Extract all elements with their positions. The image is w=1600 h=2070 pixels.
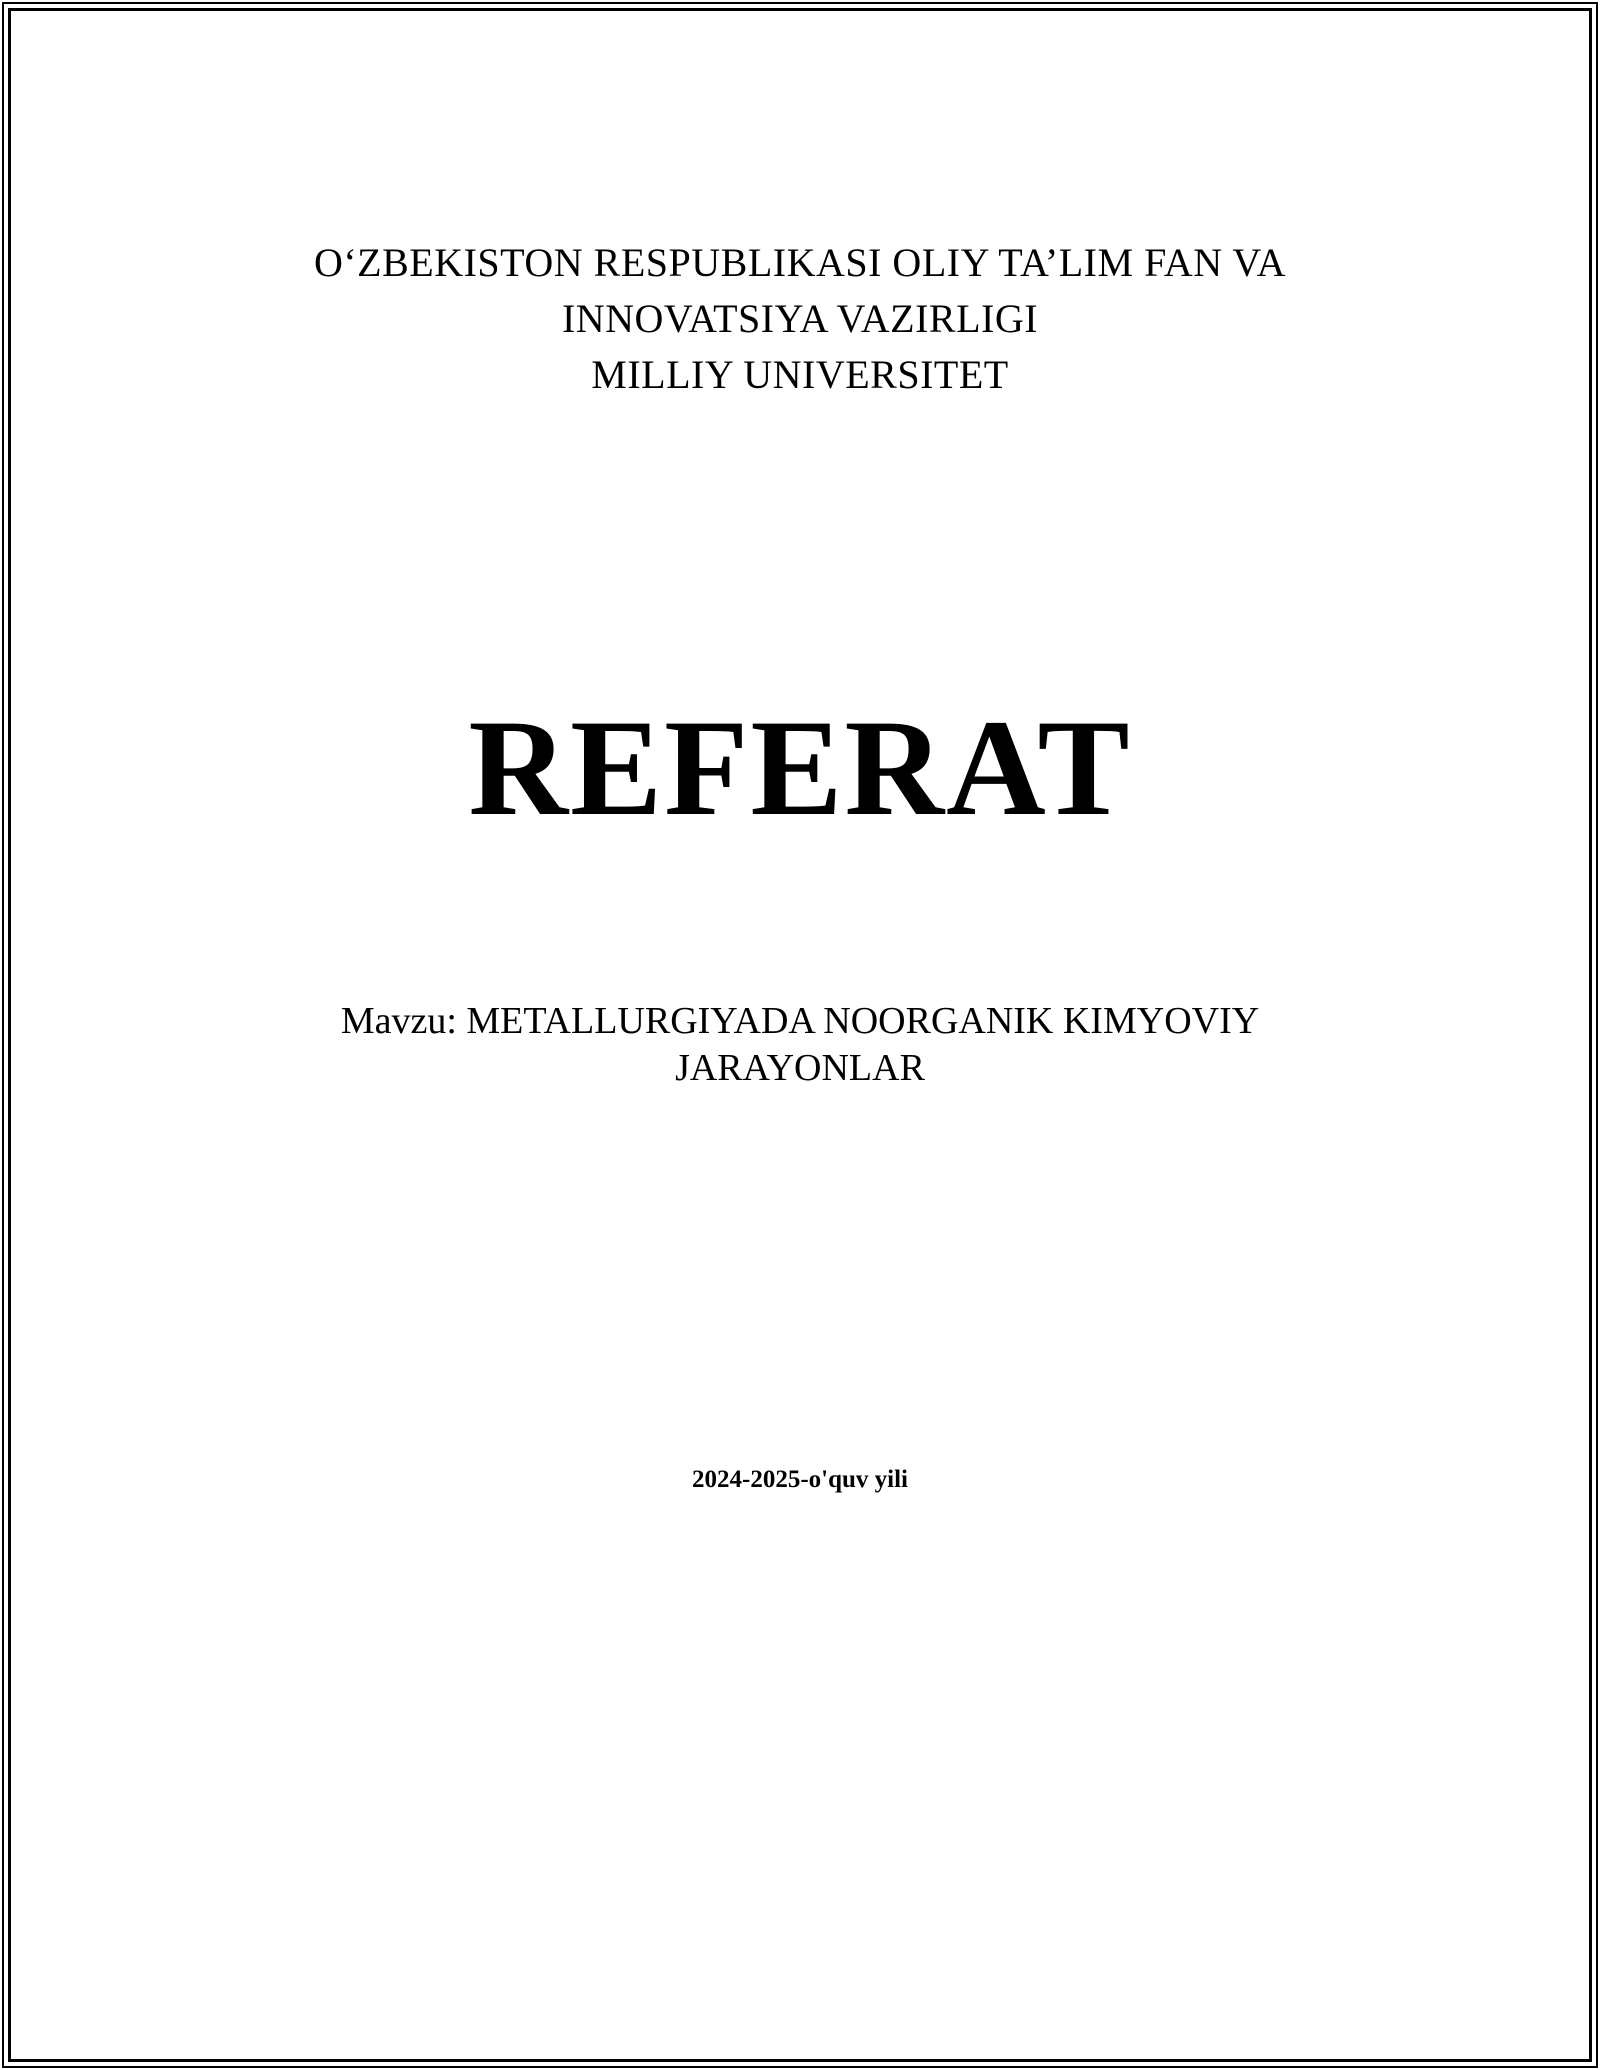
topic bbox=[0, 998, 1600, 1092]
ministry-header-line-1: OʻZBEKISTON RESPUBLIKASI OLIY TA’LIM FAN VA bbox=[313, 240, 1287, 285]
topic-line-2: JARAYONLAR bbox=[675, 1047, 925, 1089]
ministry-header bbox=[0, 235, 1600, 403]
topic-line-1: Mavzu: METALLURGIYADA NOORGANIK KIMYOVIY bbox=[340, 1000, 1260, 1042]
document-title: REFERAT bbox=[468, 691, 1132, 844]
academic-year: 2024-2025-o'quv yili bbox=[692, 1466, 908, 1493]
ministry-header-line-3: MILLIY UNIVERSITET bbox=[591, 352, 1009, 397]
ministry-header-line-2: INNOVATSIYA VAZIRLIGI bbox=[561, 296, 1039, 341]
